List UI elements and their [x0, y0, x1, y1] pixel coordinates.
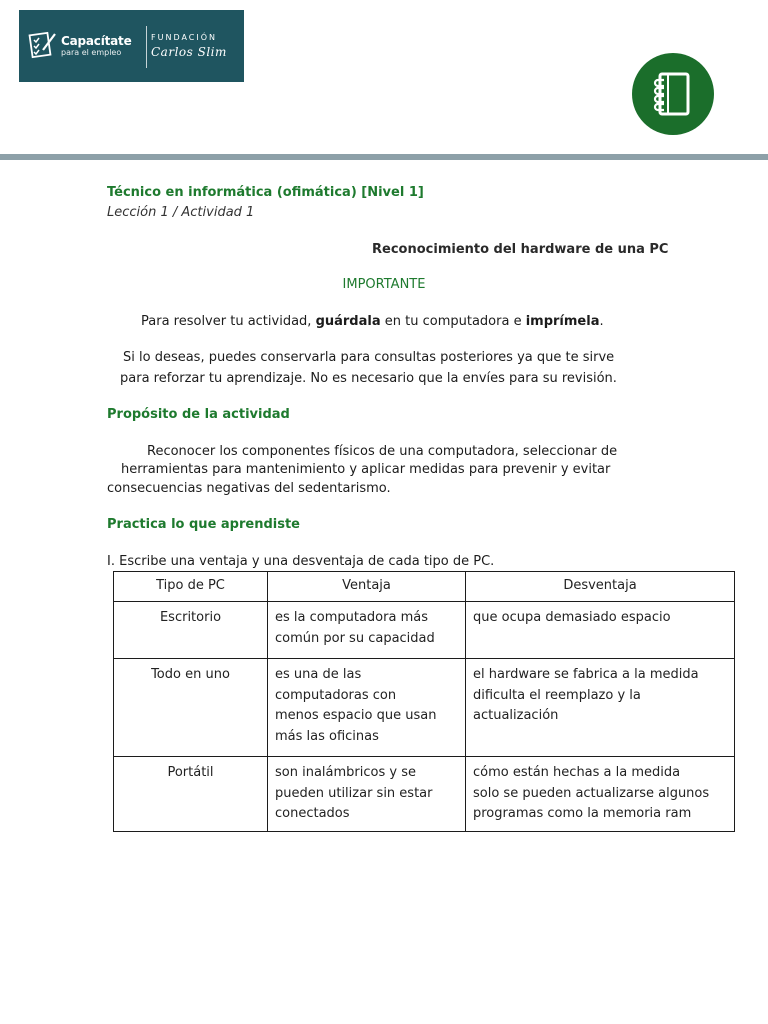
cell-type: Todo en uno: [114, 659, 268, 757]
practice-instruction: I. Escribe una ventaja y una desventaja de cada tipo de PC.: [107, 554, 495, 569]
logo-brand-text: Capacítate: [61, 34, 132, 48]
logo-divider: [146, 26, 147, 68]
purpose-line: herramientas para mantenimiento y aplicar medidas para prevenir y evitar: [121, 462, 611, 477]
cell-line: pueden utilizar sin estar: [275, 785, 433, 801]
cell-line: solo se pueden actualizarse algunos: [473, 785, 710, 801]
cell-advantage: [268, 659, 466, 757]
cell-line: cómo están hechas a la medida: [473, 765, 681, 780]
cell-line: menos espacio que usan: [275, 708, 437, 723]
header-ventaja: Ventaja: [268, 572, 466, 602]
cell-line: actualización: [473, 708, 559, 723]
cell-line: es la computadora más: [275, 610, 428, 625]
cell-line: es una de las: [275, 667, 362, 682]
table-row: [114, 602, 735, 659]
instruction-text-1: Para resolver tu actividad,: [141, 314, 316, 329]
header-desventaja: Desventaja: [466, 572, 735, 602]
cell-type: Portátil: [114, 757, 268, 832]
cell-line: programas como la memoria ram: [473, 806, 692, 821]
purpose-heading: Propósito de la actividad: [107, 407, 290, 422]
note-line: Si lo deseas, puedes conservarla para consultas posteriores ya que te sirve: [123, 350, 615, 365]
table-row: [114, 757, 735, 832]
cell-line: más las oficinas: [275, 728, 379, 744]
save-print-instruction: [141, 314, 604, 329]
course-title: Técnico en informática (ofimática) [Nivel 1]: [107, 185, 424, 200]
instruction-bold-save: guárdala: [315, 314, 381, 329]
cell-line: conectados: [275, 806, 350, 821]
cell-line: computadoras con: [275, 687, 397, 703]
cell-advantage: [268, 602, 466, 659]
header-divider: [0, 154, 768, 160]
logo-carlos-slim: Carlos Slim: [151, 45, 227, 59]
table-header-row: [114, 572, 735, 602]
cell-line: que ocupa demasiado espacio: [473, 610, 671, 625]
pc-types-table: [113, 571, 735, 832]
activity-title: Reconocimiento del hardware de una PC: [372, 242, 669, 257]
instruction-text-2: en tu computadora e: [380, 314, 526, 329]
checklist-icon: [27, 30, 57, 60]
instruction-bold-print: imprímela: [525, 314, 600, 329]
instruction-text-3: .: [599, 314, 604, 329]
cell-disadvantage: [466, 602, 735, 659]
logo-subtitle: para el empleo: [61, 48, 122, 57]
table-row: [114, 659, 735, 757]
notebook-icon: [631, 52, 715, 136]
logo-fundacion: FUNDACIÓN: [151, 33, 218, 42]
cell-disadvantage: [466, 659, 735, 757]
cell-line: son inalámbricos y se: [275, 765, 416, 780]
important-label: IMPORTANTE: [342, 277, 426, 292]
purpose-line: consecuencias negativas del sedentarismo.: [107, 481, 391, 496]
practice-heading: Practica lo que aprendiste: [107, 517, 301, 532]
cell-type: Escritorio: [114, 602, 268, 659]
cell-advantage: [268, 757, 466, 832]
lesson-subtitle: Lección 1 / Actividad 1: [107, 205, 255, 220]
purpose-line: Reconocer los componentes físicos de una computadora, seleccionar de: [147, 444, 618, 459]
capacitate-logo: [19, 10, 244, 82]
note-line: para reforzar tu aprendizaje. No es necesario que la envíes para su revisión.: [120, 371, 617, 386]
cell-line: el hardware se fabrica a la medida: [473, 667, 699, 682]
cell-disadvantage: [466, 757, 735, 832]
cell-line: dificulta el reemplazo y la: [473, 687, 641, 703]
header-tipo-pc: Tipo de PC: [114, 572, 268, 602]
cell-line: común por su capacidad: [275, 630, 435, 646]
